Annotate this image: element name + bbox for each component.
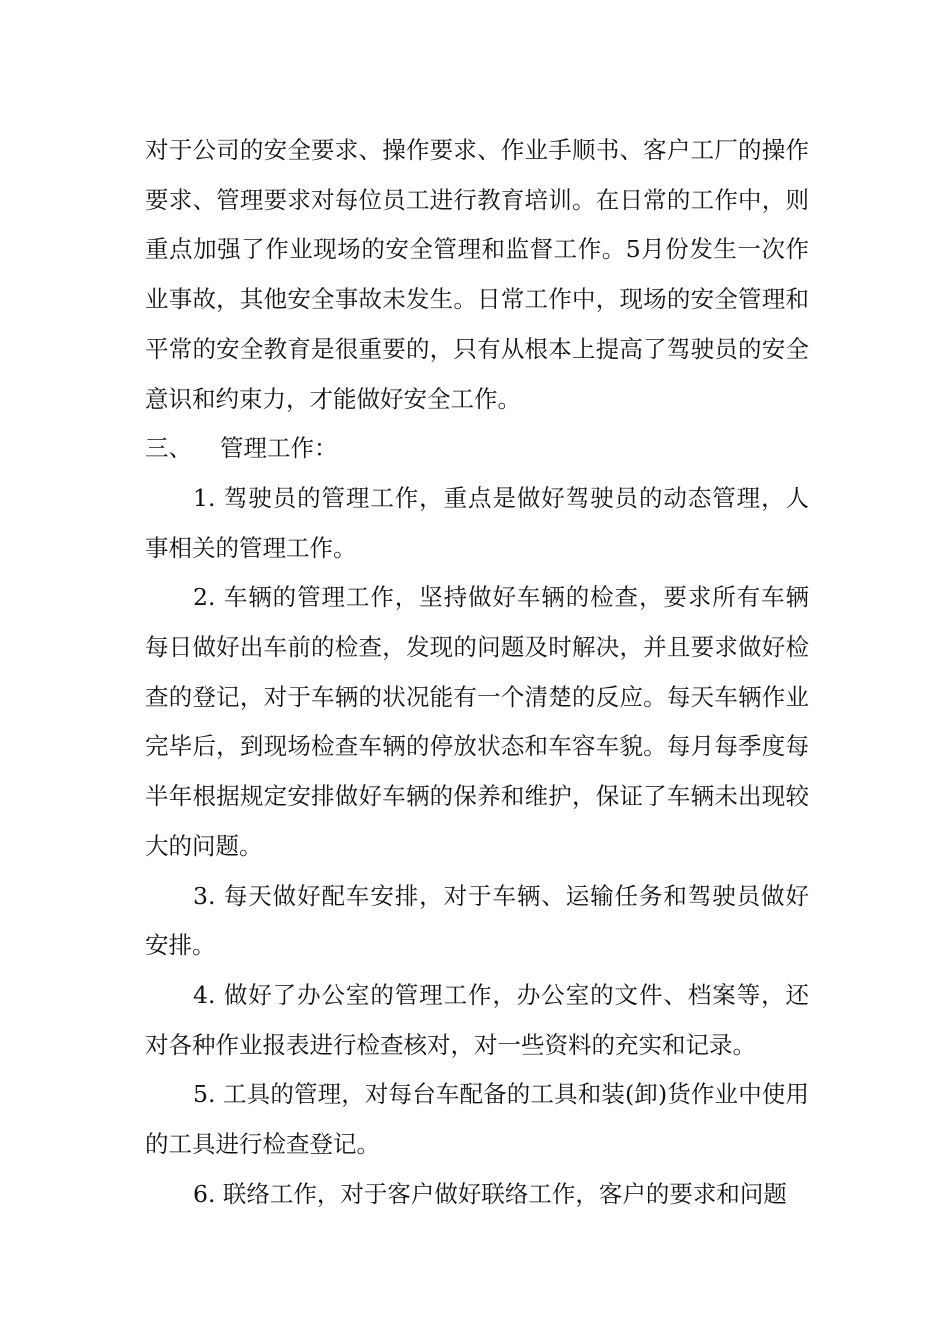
list-item-liaison: 6. 联络工作，对于客户做好联络工作，客户的要求和问题 [193, 1179, 787, 1208]
section-heading-management [145, 424, 809, 474]
document-body [145, 126, 809, 1219]
list-item-driver-management: 1. 驾驶员的管理工作，重点是做好驾驶员的动态管理，人事相关的管理工作。 [145, 483, 809, 562]
section-number: 三、 [145, 434, 192, 463]
paragraph-safety-training: 对于公司的安全要求、操作要求、作业手顺书、客户工厂的操作要求、管理要求对每位员工进行教育培训。在日常的工作中，则重点加强了作业现场的安全管理和监督工作。5月份发生一次作业事故，其他安全事故未发生。日常工作中，现场的安全管理和平常的安全教育是很重要的，只有从根本上提高了驾驶员的安全意识和约束力，才能做好安全工作。 [145, 136, 809, 413]
list-item-vehicle-management: 2. 车辆的管理工作，坚持做好车辆的检查，要求所有车辆每日做好出车前的检查，发现的问题及时解决，并且要求做好检查的登记，对于车辆的状况能有一个清楚的反应。每天车辆作业完毕后，到现场检查车辆的停放状态和车容车貌。每月每季度每半年根据规定安排做好车辆的保养和维护，保证了车辆未出现较大的问题。 [145, 583, 809, 860]
list-item-tool-management: 5. 工具的管理，对每台车配备的工具和装(卸)货作业中使用的工具进行检查登记。 [145, 1080, 809, 1159]
section-title: 管理工作： [220, 434, 338, 463]
list-item-office-management: 4. 做好了办公室的管理工作，办公室的文件、档案等，还对各种作业报表进行检查核对，对一些资料的充实和记录。 [145, 980, 809, 1059]
list-item-dispatch: 3. 每天做好配车安排，对于车辆、运输任务和驾驶员做好安排。 [145, 881, 809, 960]
